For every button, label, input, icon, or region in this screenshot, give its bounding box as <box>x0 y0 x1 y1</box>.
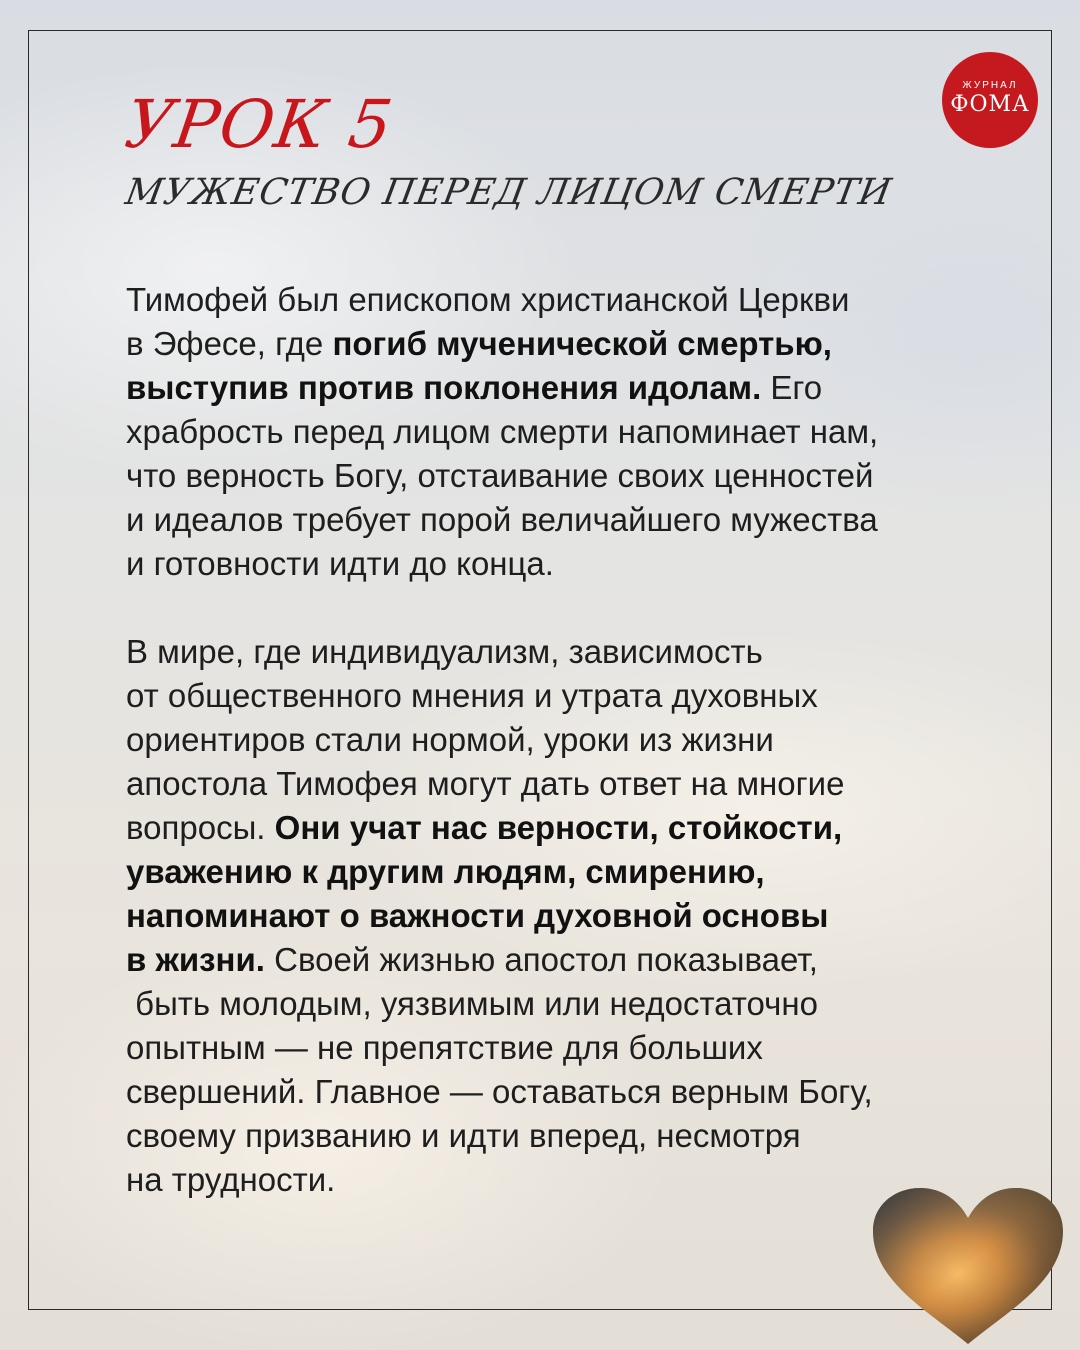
logo-top-text: ЖУРНАЛ <box>962 80 1018 91</box>
p2-line: ориентиров стали нормой, уроки из жизни <box>126 721 774 758</box>
p2-line: вопросы. <box>126 809 275 846</box>
lesson-title: УРОК 5 <box>120 86 398 163</box>
p1-line: и готовности идти до конца. <box>126 545 554 582</box>
paragraph-2 <box>126 630 1026 1202</box>
p2-line: апостола Тимофея могут дать ответ на многие <box>126 765 845 802</box>
p2-line: своему призванию и идти вперед, несмотря <box>126 1117 801 1154</box>
foma-logo <box>942 52 1038 148</box>
article-body <box>126 278 1026 1202</box>
p1-emphasis: погиб мученической смертью, <box>332 325 832 362</box>
p2-line: от общественного мнения и утрата духовных <box>126 677 818 714</box>
p2-emphasis: в жизни. <box>126 941 265 978</box>
p2-line: свершений. Главное — оставаться верным Богу, <box>126 1073 873 1110</box>
p2-line: Своей жизнью апостол показывает, <box>264 941 818 978</box>
p1-line: и идеалов требует порой величайшего мужества <box>126 501 878 538</box>
p1-emphasis: выступив против поклонения идолам. <box>126 369 762 406</box>
p1-line: в Эфесе, где <box>126 325 333 362</box>
logo-main-text: ФОМА <box>950 92 1030 117</box>
paragraph-1 <box>126 278 1026 586</box>
p1-line: что верность Богу, отстаивание своих ценностей <box>126 457 874 494</box>
heart-icon <box>868 1186 1068 1346</box>
p2-line: опытным — не препятствие для больших <box>126 1029 763 1066</box>
p1-line: Тимофей был епископом христианской Церкви <box>126 281 850 318</box>
lesson-subtitle: МУЖЕСТВО ПЕРЕД ЛИЦОМ СМЕРТИ <box>122 172 896 213</box>
p2-line: быть молодым, уязвимым или недостаточно <box>126 985 818 1022</box>
p2-emphasis: уважению к другим людям, смирению, <box>126 853 765 890</box>
p2-emphasis: Они учат нас верности, стойкости, <box>274 809 843 846</box>
p1-line: храбрость перед лицом смерти напоминает нам, <box>126 413 879 450</box>
p2-line: на трудности. <box>126 1161 336 1198</box>
p2-line: В мире, где индивидуализм, зависимость <box>126 633 763 670</box>
p2-emphasis: напоминают о важности духовной основы <box>126 897 829 934</box>
p1-line: Его <box>761 369 823 406</box>
